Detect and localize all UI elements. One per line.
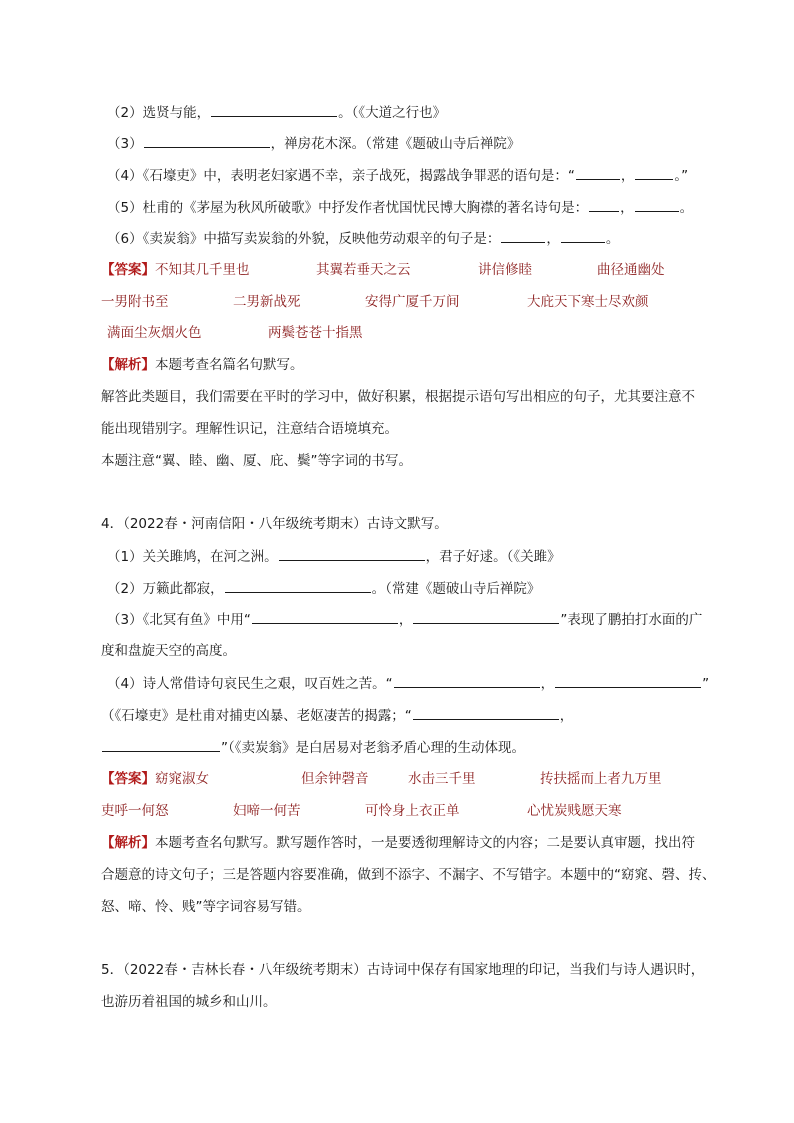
answer-item: 不知其几千里也 <box>155 262 250 278</box>
answer-blank <box>102 737 220 752</box>
answer-item: 大庇天下寒士尽欢颜 <box>527 294 649 310</box>
analysis-line: 【解析】本题考查名句默写。默写题作答时，一是要透彻理解诗文的内容；二是要认真审题，找出符 <box>101 835 695 851</box>
answer-item: 抟扶摇而上者九万里 <box>540 771 662 787</box>
q4-item-3: （3）《北冥有鱼》中用“ ， ”表现了鹏拍打水面的广 <box>107 609 702 630</box>
answer-item: 二男新战死 <box>233 294 301 310</box>
question-4-heading: 4．（2022春・河南信阳・八年级统考期末）古诗文默写。 <box>101 516 448 532</box>
analysis-line: 解答此类题目，我们需要在平时的学习中，做好积累，根据提示语句写出相应的句子，尤其要注意不 <box>101 389 695 405</box>
answer-blank <box>635 197 679 212</box>
answer-item: 安得广厦千万间 <box>365 294 460 310</box>
answer-blank <box>413 609 559 624</box>
answer-label: 【答案】 <box>101 771 155 787</box>
answer-item: 曲径通幽处 <box>597 262 665 278</box>
answer-blank <box>589 197 619 212</box>
q4-item-4: （4）诗人常借诗句哀民生之艰，叹百姓之苦。“ ， ” <box>107 673 709 694</box>
answer-blank <box>252 609 398 624</box>
answer-blank <box>555 673 701 688</box>
q4-item-4-cont: （《石壕吏》是杜甫对捕吏凶暴、老妪凄苦的揭露；“ ， <box>101 705 573 726</box>
analysis-line: 能出现错别字。理解性识记，注意结合语境填充。 <box>101 421 398 437</box>
answer-blank <box>561 228 605 243</box>
answer-item: 窈窕淑女 <box>155 771 209 787</box>
answer-blank <box>211 102 337 117</box>
analysis-line: 【解析】本题考查名篇名句默写。 <box>101 357 304 373</box>
analysis-line: 本题注意“翼、睦、幽、厦、庇、鬓”等字词的书写。 <box>101 453 412 469</box>
answer-item: 一男附书至 <box>101 294 169 310</box>
answer-label: 【答案】 <box>101 262 155 278</box>
q4-item-3-cont: 度和盘旋天空的高度。 <box>101 643 236 659</box>
answer-item: 讲信修睦 <box>478 262 532 278</box>
answer-item: 其翼若垂天之云 <box>316 262 411 278</box>
answer-item: 妇啼一何苦 <box>233 803 301 819</box>
q3-item-6: （6）《卖炭翁》中描写卖炭翁的外貌，反映他劳动艰辛的句子是： ， 。 <box>107 228 619 249</box>
analysis-label: 【解析】 <box>101 357 155 373</box>
answer-item: 可怜身上衣正单 <box>365 803 460 819</box>
answer-item: 心忧炭贱愿天寒 <box>527 803 622 819</box>
answer-blank <box>225 578 371 593</box>
answer-blank <box>279 546 425 561</box>
question-5-heading: 5．（2022春・吉林长春・八年级统考期末）古诗词中保存有国家地理的印记，当我们与诗人遇识时， <box>101 962 705 978</box>
answer-item: 两鬓苍苍十指黑 <box>268 325 363 341</box>
q3-item-5: （5）杜甫的《茅屋为秋风所破歌》中抒发作者忧国忧民博大胸襟的著名诗句是： ， 。 <box>107 197 693 218</box>
q3-item-3: （3） ，禅房花木深。（常建《题破山寺后禅院》 <box>107 133 520 154</box>
answer-blank <box>144 133 270 148</box>
answer-blank <box>635 165 673 180</box>
answer-blank <box>576 165 620 180</box>
q3-item-2: （2）选贤与能， 。（《大道之行也》 <box>107 102 446 123</box>
q3-item-4: （4）《石壕吏》中，表明老妇家遇不幸，亲子战死，揭露战争罪恶的语句是：“ ， 。” <box>107 165 688 186</box>
answer-item: 吏呼一何怒 <box>101 803 169 819</box>
q4-item-2: （2）万籁此都寂， 。（常建《题破山寺后禅院》 <box>107 578 540 599</box>
answer-item: 满面尘灰烟火色 <box>107 325 202 341</box>
question-5-heading-cont: 也游历着祖国的城乡和山川。 <box>101 994 277 1010</box>
analysis-label: 【解析】 <box>101 835 155 851</box>
answer-blank <box>413 705 559 720</box>
answer-blank <box>501 228 545 243</box>
analysis-line: 怒、啼、怜、贱”等字词容易写错。 <box>101 899 311 915</box>
q4-item-1: （1）关关雎鸠，在河之洲。 ，君子好逑。（《关雎》 <box>107 546 561 567</box>
answer-item: 水击三千里 <box>408 771 476 787</box>
answer-blank <box>394 673 540 688</box>
analysis-line: 合题意的诗文句子；三是答题内容要准确，做到不添字、不漏字、不写错字。本题中的“窈窕、磬、抟、 <box>101 867 716 883</box>
q4-item-4-cont2: ”（《卖炭翁》是白居易对老翁矛盾心理的生动体现。 <box>101 737 525 758</box>
answer-item: 但余钟磬音 <box>301 771 369 787</box>
